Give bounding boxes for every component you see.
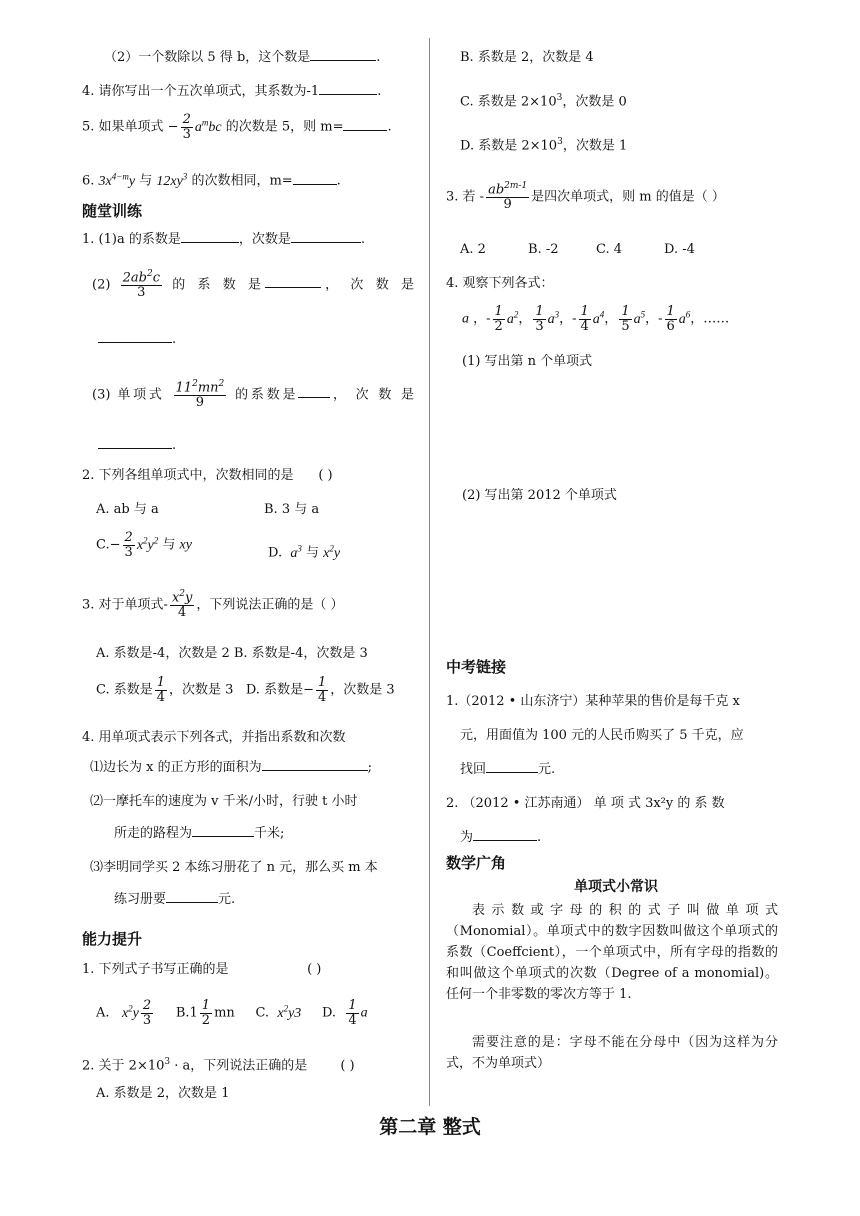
practice-q1-3-blank: . <box>98 436 176 456</box>
improve-q2-option-c: C. 系数是 $2\times 10^3$，次数是 0 <box>460 93 627 110</box>
chapter-title: 第二章 整式 <box>379 1116 481 1138</box>
knowledge-box-paragraph-2: 需要注意的是：字母不能在分母中（因为这样为分式，不为单项式） <box>446 1035 778 1071</box>
knowledge-box-title: 单项式小常识 <box>574 879 658 895</box>
improve-q1: 1. 下列式子书写正确的是 ( ) <box>82 962 322 977</box>
practice-q4-1: ⑴边长为 x 的正方形的面积为 ; <box>90 760 372 775</box>
improve-q2: 2. 关于 $2\times 10^3 \cdot a$，下列说法正确的是 ( ) <box>82 1057 355 1074</box>
improve-q1-options: A. $x^2y$ $\frac{2}{3}$ B.1 $\frac{1}{2}$ mn C. $x^2y3$ D. $\frac{1}{4}$ a <box>96 998 368 1028</box>
question-6: 6. $3x^{4-m}y$ 与 $12xy^3$ 的次数相同，m= . <box>82 171 341 189</box>
exam-q2-line1: 2. （2012 • 江苏南通） 单 项 式 3x²y 的 系 数 <box>446 796 725 811</box>
practice-q1-3: (3) 单项式 $\frac{11^2mn^2}{9}$ 的系数是 ， 次 数 是 <box>92 379 414 410</box>
practice-q4-2b: 所走的路程为 千米; <box>114 826 285 841</box>
improve-q4-part-2: (2) 写出第 2012 个单项式 <box>462 488 617 503</box>
practice-q2: 2. 下列各组单项式中，次数相同的是 ( ) <box>82 468 333 483</box>
exam-q1-line1: 1.（2012 • 山东济宁）某种苹果的售价是每千克 x <box>446 694 740 709</box>
improve-q2-option-a: A. 系数是 2，次数是 1 <box>96 1086 230 1101</box>
improve-q2-option-b: B. 系数是 2，次数是 4 <box>460 50 594 65</box>
improve-q4-sequence: a ，- $\frac{1}{2}$ $a^2$， $\frac{1}{3}$ $a^3$，- $\frac{1}{4}$ $a^4$， $\frac{1}{5}$ $a^5$，- $\frac{1}{6}$ $a^6$，…… <box>462 304 730 334</box>
practice-q2-option-d: D. $a^3$ 与 $x^2y$ <box>268 543 341 561</box>
exam-q2-line2: 为 . <box>460 830 542 845</box>
improve-q4: 4. 观察下列各式： <box>446 276 554 291</box>
column-divider <box>429 38 430 1106</box>
improve-q4-part-1: (1) 写出第 n 个单项式 <box>462 354 593 369</box>
question-4: 4. 请你写出一个五次单项式，其系数为-1 . <box>82 84 382 99</box>
improve-q3-option-b: B. -2 <box>528 242 559 257</box>
section-title-corner: 数学广角 <box>446 854 507 872</box>
practice-q4-2a: ⑵一摩托车的速度为 v 千米/小时，行驶 t 小时 <box>90 794 358 809</box>
practice-q2-option-a: A. ab 与 a <box>96 502 159 517</box>
practice-q3: 3. 对于单项式- $\frac{x^2y}{4}$ ，下列说法正确的是（ ） <box>82 589 344 620</box>
practice-q4-3b: 练习册要 元. <box>114 892 236 907</box>
question-2-2: （2）一个数除以 5 得 b，这个数是 . <box>104 50 381 65</box>
practice-q1-1: 1. (1)a 的系数是 ，次数是 . <box>82 232 365 247</box>
question-5: 5. 如果单项式 − $\frac{2}{3}$ $a^mbc$ 的次数是 5，则 m= . <box>82 112 392 142</box>
section-title-exam: 中考链接 <box>446 658 507 676</box>
knowledge-box-paragraph-1: 表示数或字母的积的式子叫做单项式（Monomial）。单项式中的数字因数叫做这个单项式的系数（Coeffcient），一个单项式中，所有字母的指数的和叫做这个单项式的次数（Degree of a monomial)。任何一个非零数的零次方等于 1. <box>446 903 778 1002</box>
practice-q1-2-blank: . <box>98 330 176 350</box>
practice-q4: 4. 用单项式表示下列各式，并指出系数和次数 <box>82 730 346 745</box>
practice-q4-3a: ⑶李明同学买 2 本练习册花了 n 元，那么买 m 本 <box>90 860 378 875</box>
exam-q1-line3: 找回 元. <box>460 762 556 777</box>
exam-q1-line2: 元，用面值为 100 元的人民币购买了 5 千克，应 <box>460 728 744 743</box>
improve-q3-option-d: D. -4 <box>664 242 695 257</box>
practice-q3-options-ab: A. 系数是-4，次数是 2 B. 系数是-4，次数是 3 <box>96 646 368 661</box>
section-title-practice: 随堂训练 <box>82 202 143 220</box>
improve-q3-option-a: A. 2 <box>460 242 486 257</box>
practice-q3-options-cd: C. 系数是 $\frac{1}{4}$ ，次数是 3 D. 系数是− $\frac{1}{4}$ ，次数是 3 <box>96 675 395 705</box>
improve-q2-option-d: D. 系数是 $2\times 10^3$，次数是 1 <box>460 137 628 154</box>
improve-q3-option-c: C. 4 <box>596 242 623 257</box>
improve-q3: 3. 若 - $\frac{ab^{2m-1}}{9}$ 是四次单项式，则 m 的值是（ ） <box>446 181 725 212</box>
practice-q2-option-c: C.− $\frac{2}{3}$ $x^2y^2$ 与 xy <box>96 530 192 560</box>
practice-q1-2: (2) $\frac{2ab^2c}{3}$ 的 系 数 是 ， 次 数 是 <box>92 269 414 300</box>
section-title-improve: 能力提升 <box>82 930 143 948</box>
practice-q2-option-b: B. 3 与 a <box>264 502 320 517</box>
